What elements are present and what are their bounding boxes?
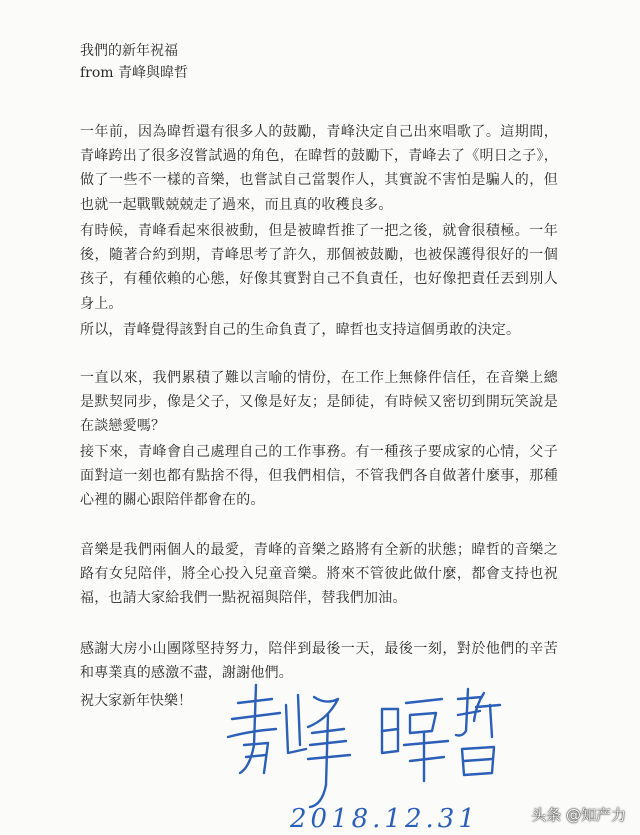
letter-title: 我們的新年祝福 [80,43,178,59]
paragraph-6: 音樂是我們兩個人的最愛，青峰的音樂之路將有全新的狀態；暐哲的音樂之路有女兒陪伴，將全心投入兒童音樂。將來不管彼此做什麼，都會支持也祝福，也請大家給我們一點祝福與陪伴，替我們加油。 [80,542,558,607]
handwritten-signature [210,675,510,835]
paragraph-2: 有時候，青峰看起來很被動，但是被暐哲推了一把之後，就會很積極。一年後，隨著合約到期，青峰思考了許久，那個被鼓勵，也被保護得很好的一個孩子，有種依賴的心態，好像其實對自己不負責任，也好像把責任丟到別人身上。 [80,223,558,312]
paragraph-7: 感謝大房小山團隊堅持努力，陪伴到最後一天，最後一刻，對於他們的辛苦和專業真的感激不盡，謝謝他們。 [80,641,558,682]
letter-from: from 青峰與暐哲 [80,65,189,81]
watermark [531,804,626,825]
watermark-text: 头条 @知产力 [531,806,626,824]
paragraph-3: 所以，青峰覺得該對自己的生命負責了，暐哲也支持這個勇敢的決定。 [80,322,521,338]
paragraph-1: 一年前，因為暐哲還有很多人的鼓勵，青峰決定自己出來唱歌了。這期間，青峰跨出了很多沒嘗試過的角色，在暐哲的鼓勵下，青峰去了《明日之子》，做了一些不一樣的音樂，也嘗試自己當製作人，其實說不害怕是騙人的，但也就一起戰戰兢兢走了過來，而且真的收穫良多。 [80,124,558,213]
signature-date: 2018.12.31 [290,804,479,834]
paragraph-4: 一直以來，我們累積了難以言喻的情份，在工作上無條件信任，在音樂上總是默契同步，像是父子，又像是好友；是師徒，有時候又密切到開玩笑說是在談戀愛嗎？ [80,370,558,435]
closing-greeting: 祝大家新年快樂！ [80,693,192,709]
paragraph-5: 接下來，青峰會自己處理自己的工作事務。有一種孩子要成家的心情，父子面對這一刻也都有點捨不得，但我們相信，不管我們各自做著什麼事，那種心裡的關心跟陪伴都會在的。 [80,444,558,509]
